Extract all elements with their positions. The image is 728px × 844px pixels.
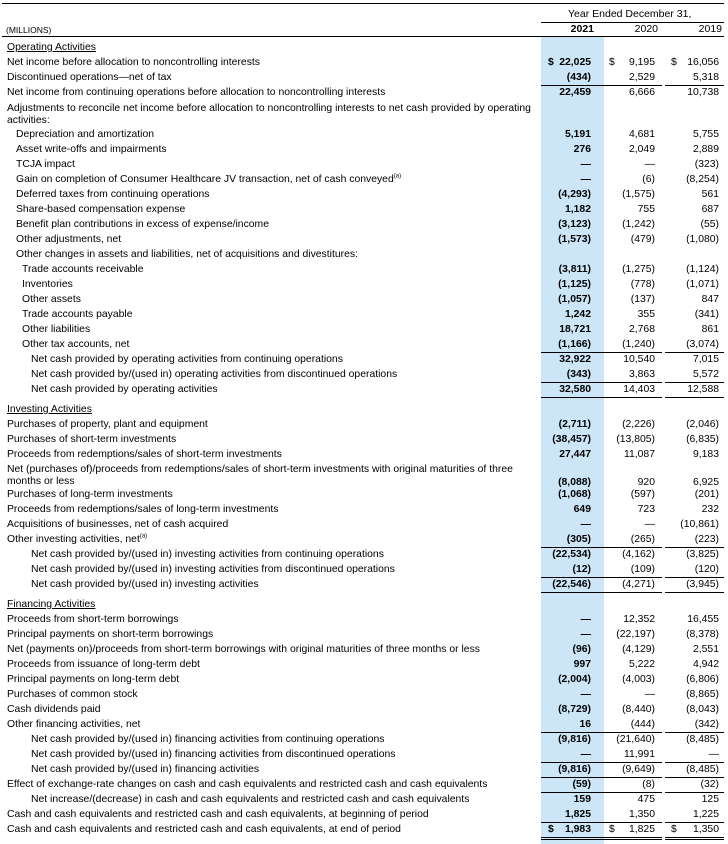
row-label <box>31 579 259 591</box>
row-label <box>7 434 176 446</box>
units-label: (MILLIONS) <box>6 25 52 35</box>
value-2020: 920 <box>637 477 655 488</box>
value-2021: 5,191 <box>564 129 591 140</box>
value-2020: (109) <box>630 564 655 575</box>
row-label <box>16 159 75 171</box>
value-2019: 232 <box>701 504 719 515</box>
value-2021: (3,811) <box>558 264 591 275</box>
value-2019: 10,738 <box>687 87 719 98</box>
subtotal-rule <box>604 85 662 86</box>
subtotal-rule <box>604 382 662 383</box>
value-2021: (1,057) <box>558 294 591 305</box>
value-2019: (3,074) <box>686 339 719 350</box>
row-label <box>7 57 260 69</box>
value-2019: 125 <box>701 794 719 805</box>
subtotal-rule <box>604 732 662 733</box>
value-2020: (4,271) <box>622 579 655 590</box>
value-2020: (2,226) <box>622 419 655 430</box>
value-2019: (3,825) <box>686 549 719 560</box>
value-2019: (8,485) <box>686 764 719 775</box>
value-2019: 861 <box>701 324 719 335</box>
row-label-text: Net increase/(decrease) in cash and cash equivalents and restricted cash and cash equivalents <box>31 794 470 805</box>
row-label <box>22 309 133 321</box>
row-label-text: Financing Activities <box>7 599 96 610</box>
value-2020: (9,649) <box>622 764 655 775</box>
value-2021: 27,447 <box>559 449 591 460</box>
value-2020: (1,242) <box>622 219 655 230</box>
row-label-text: Purchases of short-term investments <box>7 434 177 445</box>
value-2021: 32,922 <box>559 354 591 365</box>
value-2021: — <box>580 519 591 530</box>
row-label <box>7 659 200 671</box>
row-label-text: Net cash provided by/(used in) financing activities <box>31 764 260 775</box>
value-2020: 2,768 <box>628 324 655 335</box>
value-2020: — <box>644 159 655 170</box>
row-label-text: Net income before allocation to noncontrolling interests <box>7 57 260 68</box>
row-label-text: Net cash provided by/(used in) operating activities from discontinued operations <box>31 369 398 380</box>
value-2021: (9,816) <box>558 764 591 775</box>
row-label-text: Share-based compensation expense <box>16 204 186 215</box>
value-2021: 159 <box>573 794 591 805</box>
row-label-text: Investing Activities <box>7 404 92 415</box>
subtotal-rule <box>665 822 724 823</box>
value-2020: (4,129) <box>622 644 655 655</box>
subtotal-rule <box>541 822 604 823</box>
value-2019: 16,455 <box>687 614 719 625</box>
value-2020: (8,440) <box>622 704 655 715</box>
value-2019: (8,485) <box>686 734 719 745</box>
row-label <box>16 189 210 201</box>
value-2020: 723 <box>637 504 655 515</box>
value-2021: (22,534) <box>552 549 591 560</box>
value-2020: — <box>644 689 655 700</box>
value-2021: (434) <box>566 72 591 83</box>
value-2019: (55) <box>700 219 719 230</box>
row-label-text: Cash and cash equivalents and restricted cash and cash equivalents, at end of period <box>7 824 401 835</box>
value-2021: (4,293) <box>558 189 591 200</box>
row-label-text: Net income from continuing operations before allocation to noncontrolling interests <box>7 87 386 98</box>
subtotal-rule <box>665 792 724 793</box>
row-label <box>7 719 140 731</box>
subtotal-rule <box>604 577 662 578</box>
row-label-text: Other financing activities, net <box>7 719 141 730</box>
value-2021: 1,242 <box>564 309 591 320</box>
row-label <box>31 734 384 746</box>
value-2021: (2,711) <box>558 419 591 430</box>
value-2019: (8,043) <box>686 704 719 715</box>
value-2021: (2,004) <box>558 674 591 685</box>
value-2021: 22,025 <box>559 57 591 68</box>
value-2019: (1,124) <box>686 264 719 275</box>
row-label-text: Net cash provided by/(used in) financing activities from discontinued operations <box>31 749 396 760</box>
row-label-text: Acquisitions of businesses, net of cash acquired <box>7 519 229 530</box>
value-2020: 10,540 <box>623 354 655 365</box>
row-label-text: Gain on completion of Consumer Healthcare JV transaction, net of cash conveyed <box>16 174 394 185</box>
subtotal-rule <box>604 777 662 778</box>
value-2021: (8,729) <box>558 704 591 715</box>
value-2020: (6) <box>642 174 655 185</box>
value-2020: 2,049 <box>628 144 655 155</box>
total-double-rule <box>541 837 604 840</box>
value-2021: (3,123) <box>558 219 591 230</box>
total-double-rule <box>604 837 662 840</box>
value-2020: (137) <box>630 294 655 305</box>
row-label-text: Other assets <box>22 294 81 305</box>
value-2021: (59) <box>572 779 591 790</box>
row-label <box>31 384 218 396</box>
value-2021: (8,088) <box>558 477 591 488</box>
subtotal-rule <box>665 85 724 86</box>
subtotal-rule <box>541 792 604 793</box>
row-label-text: TCJA impact <box>16 159 75 170</box>
value-2019: 687 <box>701 204 719 215</box>
value-2019: (8,865) <box>686 689 719 700</box>
value-2019: 847 <box>701 294 719 305</box>
row-label <box>31 749 395 761</box>
row-label <box>7 614 179 626</box>
column-header-2019: 2019 <box>698 23 722 35</box>
row-label <box>7 72 172 84</box>
value-2020: 12,352 <box>623 614 655 625</box>
row-label-text: Net cash provided by operating activities from continuing operations <box>31 354 343 365</box>
value-2019: (341) <box>694 309 719 320</box>
value-2020: (265) <box>630 534 655 545</box>
value-2019: 4,942 <box>692 659 719 670</box>
value-2019: (201) <box>694 489 719 500</box>
row-label-text: Purchases of property, plant and equipment <box>7 419 208 430</box>
dollar-sign: $ <box>548 824 554 835</box>
row-label-text: Inventories <box>22 279 73 290</box>
value-2019: (2,046) <box>686 419 719 430</box>
row-label <box>31 794 469 806</box>
value-2020: 3,863 <box>628 369 655 380</box>
subtotal-rule <box>665 352 724 353</box>
subtotal-rule <box>604 822 662 823</box>
row-label-text: Net (purchases of)/proceeds from redemptions/sales of short-term investments with original maturities of three months or less <box>7 464 513 487</box>
total-double-rule <box>665 837 724 840</box>
value-2020: 9,195 <box>628 57 655 68</box>
subtotal-rule <box>604 397 662 398</box>
value-2019: (1,080) <box>686 234 719 245</box>
row-label <box>22 339 129 351</box>
value-2020: (4,162) <box>622 549 655 560</box>
value-2020: 355 <box>637 309 655 320</box>
footnote-marker: (a) <box>393 173 402 180</box>
row-label-text: Other adjustments, net <box>16 234 122 245</box>
value-2019: (342) <box>694 719 719 730</box>
value-2020: (21,640) <box>616 734 655 745</box>
column-header-2020: 2020 <box>634 23 658 35</box>
subtotal-rule <box>665 547 724 548</box>
row-label-text: Depreciation and amortization <box>16 129 155 140</box>
row-label-text: Other changes in assets and liabilities, net of acquisitions and divestitures: <box>16 249 358 260</box>
row-label-text: Adjustments to reconcile net income before allocation to noncontrolling interests to net cash provided by operating activities: <box>7 103 531 126</box>
value-2020: 11,087 <box>623 449 655 460</box>
value-2021: 276 <box>573 144 591 155</box>
value-2020: (13,805) <box>616 434 655 445</box>
value-2021: — <box>580 174 591 185</box>
row-label-text: Other liabilities <box>22 324 91 335</box>
value-2021: 997 <box>573 659 591 670</box>
row-label <box>7 824 401 836</box>
row-label-text: Net cash provided by/(used in) investing activities from continuing operations <box>31 549 384 560</box>
row-label <box>22 264 143 276</box>
value-2020: 2,529 <box>628 72 655 83</box>
value-2021: (343) <box>566 369 591 380</box>
row-label-text: Purchases of common stock <box>7 689 138 700</box>
row-label-text: Trade accounts payable <box>22 309 133 320</box>
column-header-2021: 2021 <box>570 23 594 35</box>
row-label-text: Net cash provided by/(used in) financing activities from continuing operations <box>31 734 385 745</box>
value-2021: 1,983 <box>564 824 591 835</box>
value-2021: (9,816) <box>558 734 591 745</box>
row-label-text: Net cash provided by operating activities <box>31 384 218 395</box>
subtotal-rule <box>541 592 604 593</box>
value-2019: 5,318 <box>692 72 719 83</box>
value-2021: 1,182 <box>564 204 591 215</box>
value-2021: — <box>580 614 591 625</box>
subtotal-rule <box>541 547 604 548</box>
value-2020: (597) <box>630 489 655 500</box>
value-2020: 6,666 <box>628 87 655 98</box>
subtotal-rule <box>541 777 604 778</box>
subtotal-rule <box>665 762 724 763</box>
subtotal-rule <box>604 547 662 548</box>
row-label <box>16 234 121 246</box>
value-2019: (6,835) <box>686 434 719 445</box>
subtotal-rule <box>665 732 724 733</box>
subtotal-rule <box>541 85 604 86</box>
row-label <box>7 704 101 716</box>
row-label <box>7 404 92 416</box>
row-label-text: Principal payments on short-term borrowings <box>7 629 214 640</box>
row-label <box>7 809 429 821</box>
row-label <box>16 144 167 156</box>
subtotal-rule <box>604 592 662 593</box>
row-label <box>16 249 358 261</box>
value-2021: (22,546) <box>552 579 591 590</box>
row-label-text: Principal payments on long-term debt <box>7 674 180 685</box>
value-2019: 561 <box>701 189 719 200</box>
value-2021: 22,459 <box>559 87 591 98</box>
value-2019: 5,755 <box>692 129 719 140</box>
row-label-text: Proceeds from redemptions/sales of long-term investments <box>7 504 279 515</box>
dollar-sign: $ <box>671 824 677 835</box>
value-2020: (22,197) <box>616 629 655 640</box>
row-label-text: Proceeds from short-term borrowings <box>7 614 179 625</box>
row-label <box>31 369 397 381</box>
subtotal-rule <box>665 382 724 383</box>
subtotal-rule <box>604 352 662 353</box>
row-label <box>7 519 228 531</box>
row-label <box>7 599 95 611</box>
top-rule <box>2 3 724 4</box>
dollar-sign: $ <box>609 824 615 835</box>
row-label <box>31 354 343 366</box>
row-label <box>7 629 213 641</box>
dollar-sign: $ <box>671 57 677 68</box>
value-2019: (323) <box>694 159 719 170</box>
value-2019: (32) <box>700 779 719 790</box>
row-label <box>7 419 208 431</box>
row-label <box>7 449 282 461</box>
value-2020: (1,575) <box>622 189 655 200</box>
value-2019: (8,254) <box>686 174 719 185</box>
row-label-text: Benefit plan contributions in excess of expense/income <box>16 219 269 230</box>
value-2021: — <box>580 689 591 700</box>
value-2019: 6,925 <box>692 477 719 488</box>
subtotal-rule <box>604 762 662 763</box>
row-label <box>16 129 154 141</box>
row-label-text: Net cash provided by/(used in) investing activities <box>31 579 259 590</box>
row-label-text: Other tax accounts, net <box>22 339 130 350</box>
subtotal-rule <box>665 577 724 578</box>
value-2020: 475 <box>637 794 655 805</box>
value-2021: 32,580 <box>559 384 591 395</box>
value-2019: 5,572 <box>692 369 719 380</box>
value-2020: 1,350 <box>628 809 655 820</box>
row-label-text: Effect of exchange-rate changes on cash and cash equivalents and restricted cash and cash equivalents <box>7 779 488 790</box>
row-label <box>7 87 385 99</box>
row-label <box>7 674 179 686</box>
subtotal-rule <box>541 577 604 578</box>
subtotal-rule <box>665 592 724 593</box>
value-2021: (1,068) <box>558 489 591 500</box>
value-2019: (6,806) <box>686 674 719 685</box>
row-label <box>7 42 96 54</box>
row-label <box>31 549 384 561</box>
row-label-text: Deferred taxes from continuing operations <box>16 189 210 200</box>
value-2021: (1,573) <box>558 234 591 245</box>
value-2021: (1,125) <box>558 279 591 290</box>
value-2021: (96) <box>572 644 591 655</box>
value-2019: (3,945) <box>686 579 719 590</box>
value-2020: 11,991 <box>623 749 655 760</box>
row-label <box>7 534 147 546</box>
value-2020: 755 <box>637 204 655 215</box>
row-label <box>7 644 480 656</box>
value-2019: 1,350 <box>692 824 719 835</box>
subtotal-rule <box>541 382 604 383</box>
subtotal-rule <box>604 792 662 793</box>
subtotal-rule <box>665 397 724 398</box>
row-label <box>16 219 269 231</box>
subtotal-rule <box>541 352 604 353</box>
row-label-text: Proceeds from issuance of long-term debt <box>7 659 200 670</box>
value-2021: — <box>580 749 591 760</box>
dollar-sign: $ <box>548 57 554 68</box>
year-header-underline <box>541 22 724 23</box>
value-2019: (120) <box>694 564 719 575</box>
value-2020: 5,222 <box>628 659 655 670</box>
value-2020: 4,681 <box>628 129 655 140</box>
row-label <box>22 279 73 291</box>
row-label <box>22 294 81 306</box>
row-label-text: Other investing activities, net <box>7 534 140 545</box>
value-2019: 1,225 <box>692 809 719 820</box>
value-2021: (305) <box>566 534 591 545</box>
row-label-text: Operating Activities <box>7 42 96 53</box>
value-2019: — <box>708 749 719 760</box>
value-2020: (479) <box>630 234 655 245</box>
value-2021: 16 <box>579 719 591 730</box>
value-2020: (1,275) <box>622 264 655 275</box>
value-2021: 18,721 <box>559 324 591 335</box>
row-label-text: Trade accounts receivable <box>22 264 144 275</box>
value-2021: 1,825 <box>564 809 591 820</box>
value-2020: 1,825 <box>628 824 655 835</box>
subtotal-rule <box>541 732 604 733</box>
value-2020: (8) <box>642 779 655 790</box>
row-label <box>7 103 533 127</box>
value-2019: (8,378) <box>686 629 719 640</box>
value-2019: 9,183 <box>692 449 719 460</box>
value-2021: (1,166) <box>558 339 591 350</box>
row-label <box>22 324 90 336</box>
value-2020: (4,003) <box>622 674 655 685</box>
value-2019: (223) <box>694 534 719 545</box>
row-label <box>7 504 278 516</box>
value-2021: (38,457) <box>552 434 591 445</box>
value-2020: 14,403 <box>623 384 655 395</box>
subtotal-rule <box>665 777 724 778</box>
value-2020: (778) <box>630 279 655 290</box>
value-2019: 2,551 <box>692 644 719 655</box>
row-label <box>7 689 138 701</box>
value-2019: (10,861) <box>680 519 719 530</box>
value-2021: — <box>580 159 591 170</box>
value-2019: 16,056 <box>687 57 719 68</box>
row-label <box>16 174 401 186</box>
value-2021: — <box>580 629 591 640</box>
dollar-sign: $ <box>609 57 615 68</box>
row-label <box>16 204 185 216</box>
row-label-text: Net (payments on)/proceeds from short-term borrowings with original maturities of three months or less <box>7 644 480 655</box>
value-2020: — <box>644 519 655 530</box>
row-label <box>7 464 533 488</box>
row-label-text: Proceeds from redemptions/sales of short-term investments <box>7 449 282 460</box>
row-label-text: Cash and cash equivalents and restricted cash and cash equivalents, at beginning of period <box>7 809 429 820</box>
header-rule <box>2 36 724 37</box>
footnote-marker: (a) <box>139 533 148 540</box>
subtotal-rule <box>541 762 604 763</box>
row-label <box>7 779 487 791</box>
row-label-text: Discontinued operations—net of tax <box>7 72 172 83</box>
row-label <box>7 489 173 501</box>
row-label-text: Asset write-offs and impairments <box>16 144 167 155</box>
row-label <box>31 564 395 576</box>
value-2019: 12,588 <box>687 384 719 395</box>
value-2020: (444) <box>630 719 655 730</box>
value-2021: (12) <box>572 564 591 575</box>
value-2019: 2,889 <box>692 144 719 155</box>
value-2021: 649 <box>573 504 591 515</box>
row-label-text: Net cash provided by/(used in) investing activities from discontinued operations <box>31 564 395 575</box>
year-ended-header: Year Ended December 31, <box>568 8 692 20</box>
value-2019: (1,071) <box>686 279 719 290</box>
row-label-text: Purchases of long-term investments <box>7 489 173 500</box>
value-2019: 7,015 <box>692 354 719 365</box>
value-2020: (1,240) <box>622 339 655 350</box>
row-label-text: Cash dividends paid <box>7 704 101 715</box>
subtotal-rule <box>541 397 604 398</box>
row-label <box>31 764 259 776</box>
